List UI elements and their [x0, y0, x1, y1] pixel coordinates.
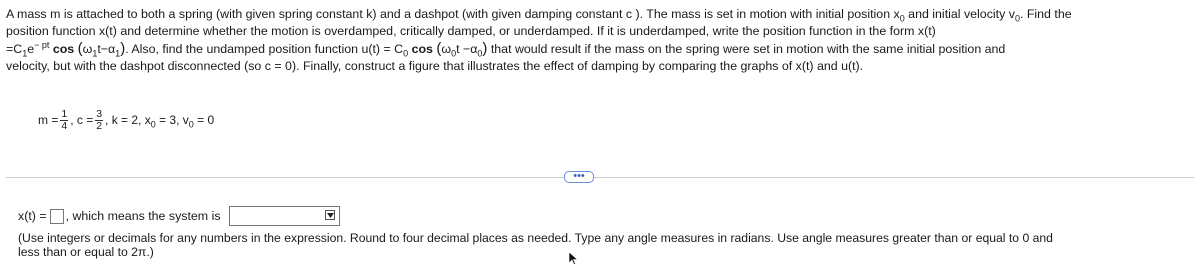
- answer-row: [18, 206, 340, 226]
- given-m-label: m =: [38, 113, 59, 127]
- problem-statement: [6, 6, 1194, 75]
- problem-line-1: A mass m is attached to both a spring (with given spring constant k) and a dashpot (with given damping constant c ). The mass is set in motion with initial position $x_0$ and initial velocity $v_0$. Find the: [6, 7, 1072, 24]
- problem-line-4: velocity, but with the dashpot disconnected (so c = 0). Finally, construct a figure that illustrates the effect of damping by comparing the graphs of x(t) and u(t).: [6, 59, 864, 73]
- instructions-line-2: less than or equal to 2π.): [18, 244, 154, 259]
- instructions-line-1: (Use integers or decimals for any numbers in the expression. Round to four decimal places as needed. Type any angle measures in radians. Use angle measures greater than or equal to 0 and: [18, 231, 1053, 245]
- section-divider: [6, 177, 1194, 178]
- triangle-down-icon[interactable]: [325, 210, 335, 220]
- answer-prefix: x(t) =: [18, 209, 47, 223]
- given-values: [38, 100, 214, 140]
- mouse-cursor-icon: [569, 252, 578, 268]
- problem-line-2: position function x(t) and determine whether the motion is overdamped, critically damped, or underdamped. If it is underdamped, write the position function in the form x(t): [6, 24, 936, 38]
- problem-line-3: $=C_1e^{- pt}$ $\cos (\omega_1t-\alpha_1)$. Also, find the undamped position function $u(t) = C_0$ $\cos (\omega_0t -\alpha_0)$ that would result if the mass on the spring were set in motion with the same initial position and: [6, 39, 1006, 59]
- position-function-input[interactable]: [50, 209, 64, 224]
- given-c-label: , c =: [70, 113, 94, 127]
- fraction-m: $\frac{1}{4}$: [61, 107, 68, 132]
- given-rest: , k = 2, $x_0 = 3$, $v_0 = 0$: [105, 113, 215, 130]
- fraction-c: $\frac{3}{2}$: [96, 107, 103, 132]
- answer-middle-text: , which means the system is: [65, 209, 221, 223]
- instructions: [18, 232, 1188, 259]
- damping-type-dropdown[interactable]: [229, 206, 340, 226]
- expand-more-button[interactable]: •••: [564, 171, 594, 183]
